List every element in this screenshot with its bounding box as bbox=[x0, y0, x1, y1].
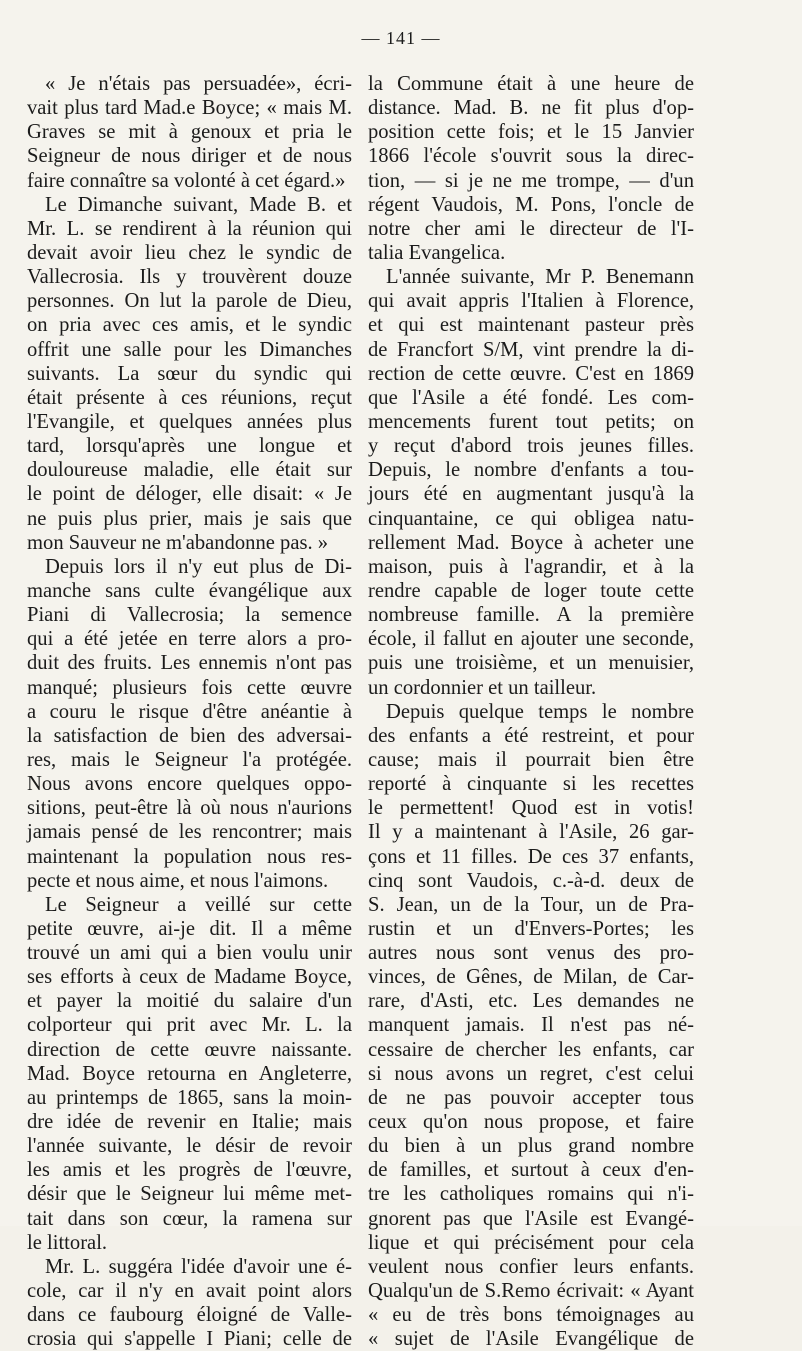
left-column-line: trouvé un ami qui a bien voulu unir bbox=[27, 942, 352, 965]
right-column-line: talia Evangelica. bbox=[368, 241, 506, 264]
right-column-line: lique et qui précisément pour cela bbox=[368, 1231, 694, 1254]
left-column-line: « Je n'étais pas persuadée», écri- bbox=[45, 73, 352, 95]
left-column-line: faire connaître sa volonté à cet égard.» bbox=[27, 169, 346, 192]
right-column-line: 1866 l'école s'ouvrit sous la direc- bbox=[368, 145, 694, 168]
left-column-line: désir que le Seigneur lui même met- bbox=[27, 1183, 352, 1206]
left-column-line: la satisfaction de bien des adversai- bbox=[27, 724, 352, 747]
right-column-line: mencements furent tout petits; on bbox=[368, 410, 694, 433]
right-column-line: manquent jamais. Il n'est pas né- bbox=[368, 1014, 694, 1037]
left-column-line: direction de cette œuvre naissante. bbox=[27, 1038, 352, 1061]
left-column-line: colporteur qui prit avec Mr. L. la bbox=[27, 1014, 352, 1037]
left-column-line: petite œuvre, ai-je dit. Il a même bbox=[27, 917, 352, 940]
left-column-line: res, mais le Seigneur l'a protégée. bbox=[27, 748, 352, 771]
right-column-line: Depuis quelque temps le nombre bbox=[386, 700, 694, 723]
right-column-line: autres nous sont venus des pro- bbox=[368, 942, 694, 965]
left-column-line: le littoral. bbox=[27, 1231, 108, 1254]
right-column-line: maison, puis à l'agrandir, et à la bbox=[368, 555, 694, 578]
right-column-line: L'année suivante, Mr P. Benemann bbox=[386, 266, 694, 289]
right-column-line: çons et 11 filles. De ces 37 enfants, bbox=[368, 845, 694, 868]
left-column-line: Le Dimanche suivant, Made B. et bbox=[45, 193, 352, 216]
right-column-line: y reçut d'abord trois jeunes filles. bbox=[368, 435, 694, 458]
left-column-line: tard, lorsqu'après une longue et bbox=[27, 435, 352, 458]
right-column-line: école, il fallut en ajouter une seconde, bbox=[368, 628, 694, 651]
right-column-line: rendre capable de loger toute cette bbox=[368, 579, 694, 602]
left-column-line: Mr. L. suggéra l'idée d'avoir une é- bbox=[45, 1255, 352, 1278]
right-column-line: rection de cette œuvre. C'est en 1869 bbox=[368, 362, 694, 385]
left-column-line: Le Seigneur a veillé sur cette bbox=[45, 893, 352, 916]
right-column-line: Depuis, le nombre d'enfants a tou- bbox=[368, 459, 694, 482]
right-column-line: position cette fois; et le 15 Janvier bbox=[368, 121, 694, 144]
right-column-line: cinq sont Vaudois, c.-à-d. deux de bbox=[368, 869, 694, 892]
right-column-line: puis une troisième, et un menuisier, bbox=[368, 652, 694, 675]
right-column-line: de ne pas pouvoir accepter tous bbox=[368, 1086, 694, 1109]
left-column-line: les amis et les progrès de l'œuvre, bbox=[27, 1159, 352, 1182]
right-column-line: de familles, et surtout à ceux d'en- bbox=[368, 1159, 694, 1182]
left-column-line: dre idée de revenir en Italie; mais bbox=[27, 1111, 352, 1134]
left-column-line: cole, car il n'y en avait point alors bbox=[27, 1280, 352, 1303]
left-column-line: vait plus tard Mad.e Boyce; « mais M. bbox=[27, 97, 352, 120]
right-column-line: des enfants a été restreint, et pour bbox=[368, 724, 694, 747]
left-column-line: Nous avons encore quelques oppo- bbox=[27, 773, 352, 796]
left-column-line: pecte et nous aime, et nous l'aimons. bbox=[27, 869, 329, 892]
right-column-line: cessaire de chercher les enfants, car bbox=[368, 1038, 694, 1061]
left-column-line: le point de déloger, elle disait: « Je bbox=[27, 483, 352, 506]
right-column-line: régent Vaudois, M. Pons, l'oncle de bbox=[368, 193, 694, 216]
right-column-line: si nous avons un regret, c'est celui bbox=[368, 1062, 694, 1085]
right-column-line: cinquantaine, ce qui obligea natu- bbox=[368, 507, 694, 530]
right-column-line: rustin et un d'Envers-Portes; les bbox=[368, 917, 694, 940]
right-column-line: rellement Mad. Boyce à acheter une bbox=[368, 531, 694, 554]
right-column-line: et qui est maintenant pasteur près bbox=[368, 314, 694, 337]
left-column-line: Piani di Vallecrosia; la semence bbox=[27, 604, 352, 627]
left-column-line: devait avoir lieu chez le syndic de bbox=[27, 241, 352, 264]
right-text-column bbox=[368, 72, 694, 1351]
right-column-line: un cordonnier et un tailleur. bbox=[368, 676, 597, 699]
left-column-line: qui a été jetée en terre alors a pro- bbox=[27, 628, 352, 651]
left-column-line: était présente à ces réunions, reçut bbox=[27, 386, 352, 409]
right-column-line: « sujet de l'Asile Evangélique de bbox=[368, 1328, 694, 1351]
left-column-line: manche sans culte évangélique aux bbox=[27, 579, 352, 602]
left-column-line: offrit une salle pour les Dimanches bbox=[27, 338, 352, 361]
left-column-line: Vallecrosia. Ils y trouvèrent douze bbox=[27, 266, 352, 289]
left-column-line: suivants. La sœur du syndic qui bbox=[27, 362, 352, 385]
left-column-line: et payer la moitié du salaire d'un bbox=[27, 990, 352, 1013]
right-column-line: Qualqu'un de S.Remo écrivait: « Ayant bbox=[368, 1280, 694, 1303]
left-column-line: Depuis lors il n'y eut plus de Di- bbox=[45, 555, 352, 578]
left-column-line: duit des fruits. Les ennemis n'ont pas bbox=[27, 652, 352, 675]
left-column-line: dans ce faubourg éloigné de Valle- bbox=[27, 1304, 352, 1327]
left-column-line: douloureuse maladie, elle était sur bbox=[27, 459, 352, 482]
right-column-line: que l'Asile a été fondé. Les com- bbox=[368, 386, 694, 409]
page-number: — 141 — bbox=[361, 28, 441, 48]
right-column-line: ceux qu'on nous propose, et faire bbox=[368, 1111, 694, 1134]
right-column-line: rare, d'Asti, etc. Les demandes ne bbox=[368, 990, 694, 1013]
left-column-line: manqué; plusieurs fois cette œuvre bbox=[27, 676, 352, 699]
left-column-line: sitions, peut-être là où nous n'aurions bbox=[27, 797, 352, 820]
left-column-line: mon Sauveur ne m'abandonne pas. » bbox=[27, 531, 329, 554]
right-column-line: le permettent! Quod est in votis! bbox=[368, 797, 694, 820]
right-column-line: S. Jean, un de la Tour, un de Pra- bbox=[368, 893, 694, 916]
left-column-line: a couru le risque d'être anéantie à bbox=[27, 700, 352, 723]
right-column-line: notre cher ami le directeur de l'I- bbox=[368, 217, 694, 240]
right-column-line: reporté à cinquante si les recettes bbox=[368, 773, 694, 796]
left-column-line: on pria avec ces amis, et le syndic bbox=[27, 314, 352, 337]
right-column-line: nombreuse famille. A la première bbox=[368, 604, 694, 627]
left-column-line: Graves se mit à genoux et pria le bbox=[27, 121, 352, 144]
left-column-line: crosia qui s'appelle I Piani; celle de bbox=[27, 1328, 352, 1351]
right-column-line: veulent nous confier leurs enfants. bbox=[368, 1255, 694, 1278]
left-column-line: tait dans son cœur, la ramena sur bbox=[27, 1207, 352, 1230]
right-column-line: tion, — si je ne me trompe, — d'un bbox=[368, 169, 694, 192]
right-column-line: tre les catholiques romains qui n'i- bbox=[368, 1183, 694, 1206]
right-column-line: du bien à un plus grand nombre bbox=[368, 1135, 694, 1158]
left-column-line: ne puis plus prier, mais je sais que bbox=[27, 507, 352, 530]
left-column-line: Mad. Boyce retourna en Angleterre, bbox=[27, 1062, 352, 1085]
left-column-line: l'année suivante, le désir de revoir bbox=[27, 1135, 352, 1158]
left-column-line: jamais pensé de les rencontrer; mais bbox=[27, 821, 352, 844]
right-column-line: vinces, de Gênes, de Milan, de Car- bbox=[368, 966, 694, 989]
left-text-column bbox=[27, 72, 352, 1351]
right-column-line: Il y a maintenant à l'Asile, 26 gar- bbox=[368, 821, 694, 844]
left-column-line: au printemps de 1865, sans la moin- bbox=[27, 1086, 352, 1109]
left-column-line: ses efforts à ceux de Madame Boyce, bbox=[27, 966, 352, 989]
left-column-line: maintenant la population nous res- bbox=[27, 845, 352, 868]
right-column-line: la Commune était à une heure de bbox=[368, 73, 694, 95]
right-column-line: qui avait appris l'Italien à Florence, bbox=[368, 290, 694, 313]
right-column-line: de Francfort S/M, vint prendre la di- bbox=[368, 338, 694, 361]
right-column-line: distance. Mad. B. ne fit plus d'op- bbox=[368, 97, 694, 120]
left-column-line: personnes. On lut la parole de Dieu, bbox=[27, 290, 352, 313]
right-column-line: gnorent pas que l'Asile est Evangé- bbox=[368, 1207, 694, 1230]
left-column-line: Seigneur de nous diriger et de nous bbox=[27, 145, 352, 168]
left-column-line: Mr. L. se rendirent à la réunion qui bbox=[27, 217, 352, 240]
right-column-line: « eu de très bons témoignages au bbox=[368, 1304, 694, 1327]
right-column-line: cause; mais il pourrait bien être bbox=[368, 748, 694, 771]
right-column-line: jours été en augmentant jusqu'à la bbox=[368, 483, 694, 506]
left-column-line: l'Evangile, et quelques années plus bbox=[27, 410, 352, 433]
